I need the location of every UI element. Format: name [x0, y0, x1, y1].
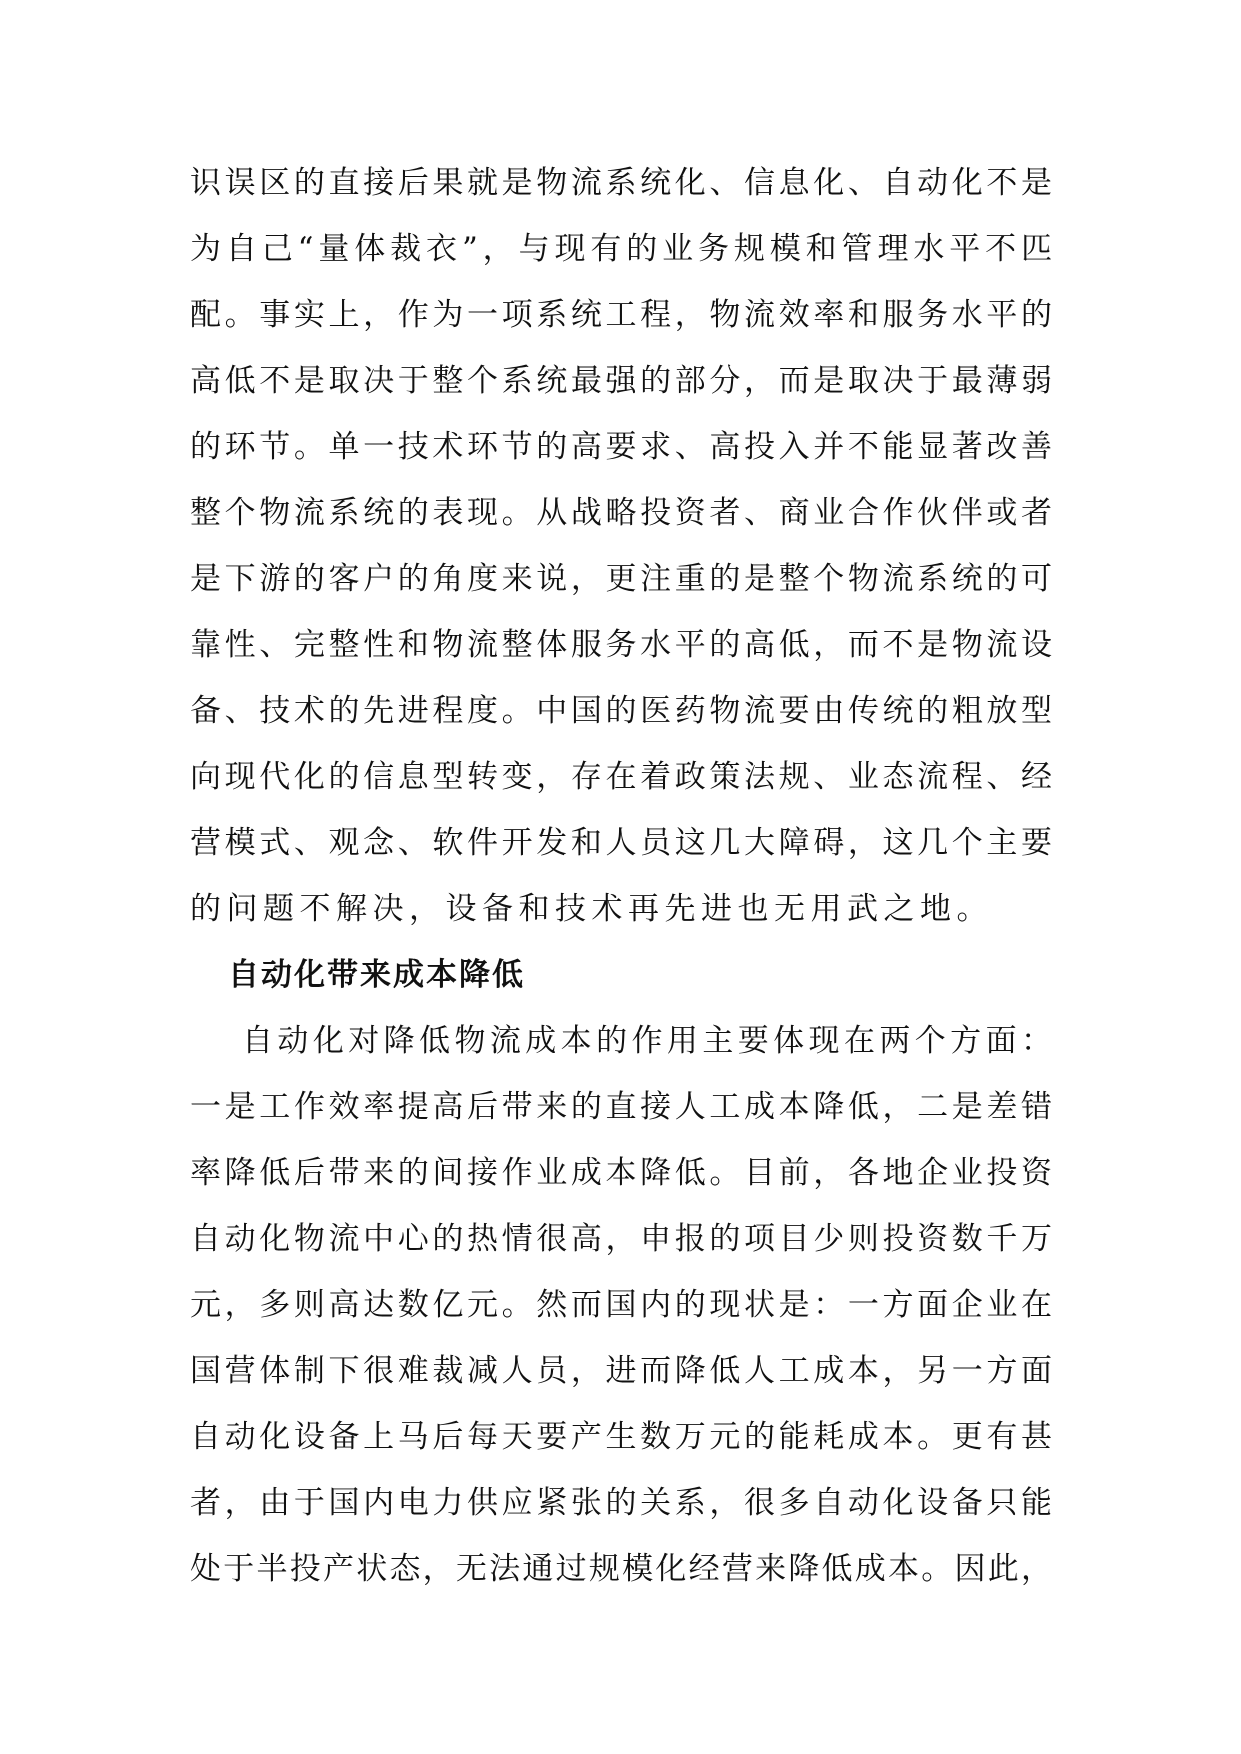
- text-line: 自动化对降低物流成本的作用主要体现在两个方面：: [242, 1023, 1052, 1059]
- text-line: 的环节。单一技术环节的高要求、高投入并不能显著改善: [190, 429, 1052, 465]
- paragraph-2: [190, 1008, 1052, 1602]
- text-line: 是下游的客户的角度来说，更注重的是整个物流系统的可: [190, 561, 1052, 597]
- text-line: 整个物流系统的表现。从战略投资者、商业合作伙伴或者: [190, 495, 1052, 531]
- text-line: 元，多则高达数亿元。然而国内的现状是：一方面企业在: [190, 1287, 1052, 1323]
- text-line: 向现代化的信息型转变，存在着政策法规、业态流程、经: [190, 759, 1052, 795]
- text-line: 自动化设备上马后每天要产生数万元的能耗成本。更有甚: [190, 1419, 1052, 1455]
- text-line: 国营体制下很难裁减人员，进而降低人工成本，另一方面: [190, 1353, 1052, 1389]
- text-line: 为自己“量体裁衣”，与现有的业务规模和管理水平不匹: [190, 231, 1052, 267]
- text-line: 处于半投产状态，无法通过规模化经营来降低成本。因此，: [190, 1551, 1052, 1587]
- text-line: 自动化物流中心的热情很高，申报的项目少则投资数千万: [190, 1221, 1052, 1257]
- text-line: 的问题不解决，设备和技术再先进也无用武之地。: [190, 891, 993, 927]
- text-line: 者，由于国内电力供应紧张的关系，很多自动化设备只能: [190, 1485, 1052, 1521]
- text-line: 营模式、观念、软件开发和人员这几大障碍，这几个主要: [190, 825, 1052, 861]
- text-line: 识误区的直接后果就是物流系统化、信息化、自动化不是: [190, 165, 1052, 201]
- text-line: 高低不是取决于整个系统最强的部分，而是取决于最薄弱: [190, 363, 1052, 399]
- document-page: [190, 150, 1052, 1602]
- text-line: 靠性、完整性和物流整体服务水平的高低，而不是物流设: [190, 627, 1052, 663]
- text-line: 一是工作效率提高后带来的直接人工成本降低，二是差错: [190, 1089, 1052, 1125]
- section-heading: 自动化带来成本降低: [228, 957, 525, 993]
- paragraph-1: [190, 150, 1052, 942]
- text-line: 率降低后带来的间接作业成本降低。目前，各地企业投资: [190, 1155, 1052, 1191]
- text-line: 备、技术的先进程度。中国的医药物流要由传统的粗放型: [190, 693, 1052, 729]
- text-line: 配。事实上，作为一项系统工程，物流效率和服务水平的: [190, 297, 1052, 333]
